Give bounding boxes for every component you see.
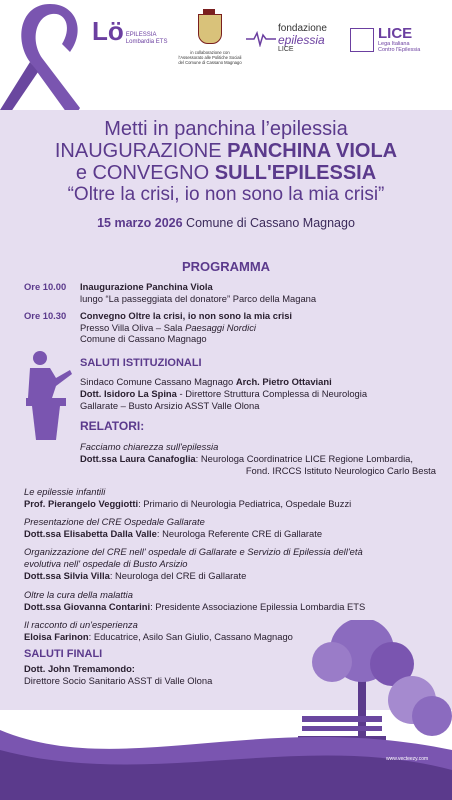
event-place: Comune di Cassano Magnago [182, 216, 355, 230]
title-part: PANCHINA VIOLA [227, 140, 398, 162]
speaker-role: : Primario di Neurologia Pediatrica, Ospedale Buzzi [138, 498, 352, 509]
title-part: INAUGURAZIONE [54, 140, 228, 162]
speaker-name: Dott.ssa Laura Canafoglia [80, 453, 196, 464]
talk-title: Il racconto di un'esperienza [24, 619, 138, 630]
crest-icon [198, 14, 222, 44]
speaker-role: : Educatrice, Asilo San Giulio, Cassano Magnago [88, 631, 293, 642]
bottom-wave-icon [0, 690, 452, 800]
logo-line: del Comune di Cassano Magnago [178, 60, 242, 65]
talk-title: evolutiva nell' ospedale di Busto Arsizio [24, 558, 188, 569]
talk-title: Le epilessie infantili [24, 486, 106, 497]
logo-line: EPILESSIA [125, 31, 157, 38]
speaker-silhouette-icon [18, 348, 76, 443]
title-line: Metti in panchina l’epilessia [104, 118, 348, 140]
logo-name: LICE [378, 25, 413, 42]
item-detail: Presso Villa Oliva – Sala [80, 321, 186, 333]
item-detail: lungo “La passeggiata del donatore” Parco della Magana [80, 292, 317, 304]
title-part: SULL'EPILESSIA [214, 162, 377, 184]
speaker-role: : Presidente Associazione Epilessia Lombardia ETS [150, 601, 366, 612]
item-title: Inaugurazione Panchina Viola [80, 281, 213, 292]
talk-title: Facciamo chiarezza sull'epilessia [80, 441, 219, 452]
saluti-line: Sindaco Comune Cassano Magnago [80, 376, 236, 387]
talk-title: Organizzazione del CRE nell' ospedale di Gallarate e Servizio di Epilessia dell'età [24, 546, 363, 557]
logo-line: fondazione [278, 23, 327, 34]
speaker-name: Prof. Pierangelo Veggiotti [24, 498, 139, 509]
item-detail: Paesaggi Nordici [185, 321, 256, 333]
logo-line: in collaborazione con [190, 50, 230, 55]
credit-url: www.vecteezy.com [386, 756, 429, 762]
item-time: Ore 10.00 [24, 281, 67, 292]
logo-line: LICE [278, 46, 294, 53]
logo-mark: Lö [92, 16, 124, 46]
program-heading: PROGRAMMA [181, 259, 271, 274]
saluti-name: Dott. Isidoro La Spina [80, 388, 177, 399]
speaker-role: : Neurologa del CRE di Gallarate [109, 570, 247, 581]
saluti-line: - Direttore Struttura Complessa di Neurologia [176, 388, 368, 399]
talk-title: Presentazione del CRE Ospedale Gallarate [24, 516, 205, 527]
section-heading: RELATORI: [80, 419, 145, 433]
speaker-role: : Neurologa Coordinatrice LICE Regione Lombardia, [195, 453, 413, 464]
speaker-name: Dott.ssa Giovanna Contarini [24, 601, 151, 612]
title-block [0, 118, 452, 230]
title-part: e CONVEGNO [75, 162, 215, 184]
logo-line: Lega Italiana [378, 41, 410, 47]
speaker-name: Dott. John Tremamondo: [24, 663, 135, 674]
speaker-role: Fond. IRCCS Istituto Neurologico Carlo Besta [245, 465, 436, 476]
title-quote: “Oltre la crisi, io non sono la mia crisi” [67, 184, 385, 205]
lice-logo [350, 26, 420, 53]
speaker-name: Dott.ssa Elisabetta Dalla Valle [24, 528, 157, 539]
lice-mark-icon [350, 28, 374, 52]
section-heading: SALUTI ISTITUZIONALI [80, 357, 202, 369]
fondazione-epilessia-logo [246, 24, 327, 53]
epilessia-lombardia-logo [92, 16, 167, 47]
program-item [24, 281, 434, 304]
comune-logo [170, 14, 250, 65]
pulse-wave-icon [246, 31, 276, 47]
logo-line: l'Assessorato alle Politiche Sociali [178, 55, 242, 60]
saluti-name: Arch. Pietro Ottaviani [235, 376, 332, 387]
saluti-line: Gallarate – Busto Arsizio ASST Valle Olona [80, 400, 260, 411]
speaker-name: Dott.ssa Silvia Villa [24, 570, 110, 581]
item-detail: Comune di Cassano Magnago [80, 333, 207, 344]
item-time: Ore 10.30 [24, 310, 67, 321]
item-title: Convegno Oltre la crisi, io non sono la mia crisi [80, 310, 293, 321]
program-item [24, 310, 434, 345]
speaker-name: Eloisa Farinon [24, 631, 89, 642]
speaker-role: : Neurologa Referente CRE di Gallarate [156, 528, 323, 539]
logo-line: Contro l'Epilessia [378, 47, 421, 53]
logo-line: epilessia [278, 33, 325, 47]
section-heading: SALUTI FINALI [24, 648, 103, 660]
speaker-role: Direttore Socio Sanitario ASST di Valle Olona [24, 675, 213, 686]
event-date: 15 marzo 2026 [97, 216, 183, 230]
logo-line: Lombardia ETS [125, 38, 168, 45]
talk-title: Oltre la cura della malattia [24, 589, 133, 600]
